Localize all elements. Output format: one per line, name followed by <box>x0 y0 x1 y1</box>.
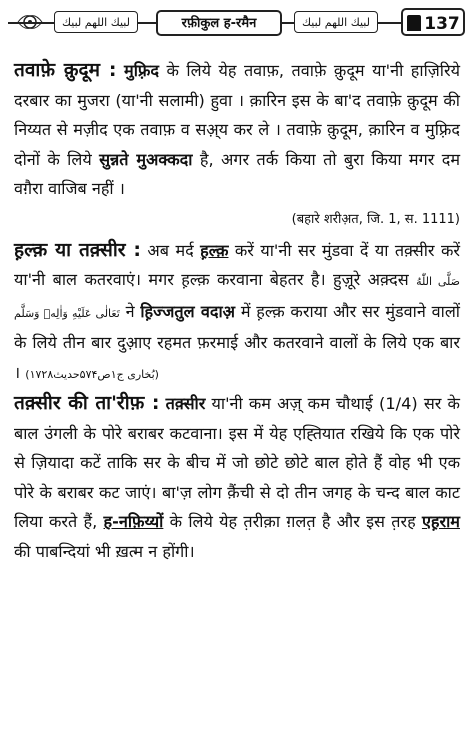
text-segment: के लिये येह तवाफ़, तवाफ़े क़ुदूम या'नी हाज़िरिये दरबार का मुजरा (या'नी सलामी) हुवा । क़ारिन इस के बा'द तवाफ़े क़ुदूम की निय्यत से मज़ीद एक तवाफ़ व सअ़्य कर ले । तवाफ़े क़ुदूम, क़ारिन व मुफ़्रिद दोनों के लिये <box>14 61 460 169</box>
text-segment: या'नी कम अज़् कम चौथाई ( <box>205 394 386 413</box>
page-number: 137 <box>424 14 460 34</box>
term-taqsir: तक़्सीर <box>165 394 206 413</box>
paragraph-halq <box>14 236 460 390</box>
paragraph-tawaf-qudum <box>14 56 460 204</box>
text-segment: अब मर्द <box>141 240 201 260</box>
labaik-label-right: لبيك اللهم لبيك <box>294 11 378 33</box>
heading-tawaf-qudum: तवाफ़े क़ुदूम : <box>14 59 117 81</box>
term-hajjatul-wada: ह़िज्जतुल वदाअ़ <box>140 301 236 321</box>
arabic-salutation: صَلَّى اللّٰهُ تَعَالٰى عَلَيْهِ وَاٰلِهٖ وَسَلَّم <box>14 275 460 320</box>
text-segment: की पाबन्दियां भी ख़त्म न होंगी। <box>14 541 195 561</box>
paragraph-taqsir <box>14 389 460 566</box>
term-ehram: एह़राम <box>421 512 460 531</box>
reference-bahar: (बहारे शरीअ़त, जि. 1, स. 1111) <box>291 211 460 227</box>
ornament-icon <box>16 12 44 32</box>
text-segment: के लिये येह त़रीक़ा ग़लत़ है और इस त़रह <box>163 512 422 531</box>
heading-taqsir: तक़्सीर की ता'रीफ़ : <box>14 392 160 414</box>
text-segment: में ह़ल्क़ कराया और सर मुंडवाने वालों के लिये तीन बार दुआ़ए रहमत फ़रमाई और कतरवाने वालों के लिये एक बार । <box>14 301 460 382</box>
term-mufrid: मुफ़्रिद <box>124 61 159 80</box>
fraction: 1/4 <box>385 394 412 413</box>
text-segment: ने <box>119 301 141 321</box>
text-segment: ) सर के बाल उंगली के पोरे बराबर कटवाना। इस में येह एह्तियात रखिये कि एक पोरे से ज़ियादा कटें ताकि सर के बीच में जो छोटे छोटे बाल होते हैं वोह भी एक पोरे के बराबर कट जाएं। बा'ज़ लोग क़ैंची से दो तीन जगह के चन्द बाल काट लिया करते हैं, <box>14 394 460 531</box>
labaik-label-left: لبيك اللهم لبيك <box>54 11 138 33</box>
heading-halq: ह़ल्क़ या तक़्सीर : <box>14 238 142 261</box>
book-title: रफ़ीकुल ह-रमैन <box>156 10 282 36</box>
kaaba-icon <box>407 15 421 31</box>
page-body <box>14 56 460 566</box>
text-segment: है, अगर तर्क किया तो बुरा किया मगर दम वग़ैरा वाजिब नहीं । <box>14 149 460 198</box>
text-segment: करें या'नी सर मुंडवा दें या तक़्सीर करें या'नी बाल कतरवाएं। मगर ह़ल्क़ करवाना बेहतर है। हुज़ूरे अक़्दस <box>14 240 460 289</box>
term-hanafiyon: ह-नफ़िय्यों <box>103 512 164 531</box>
page-header <box>8 8 465 38</box>
page-number-box <box>401 8 465 36</box>
term-sunnat: सुन्नते मुअक्कदा <box>99 149 193 169</box>
term-halq: ह़ल्क़ <box>200 240 229 260</box>
reference-bukhari: (بُخاری ج۱ص۵۷۴حدیث۱۷۲۸) <box>25 367 159 381</box>
